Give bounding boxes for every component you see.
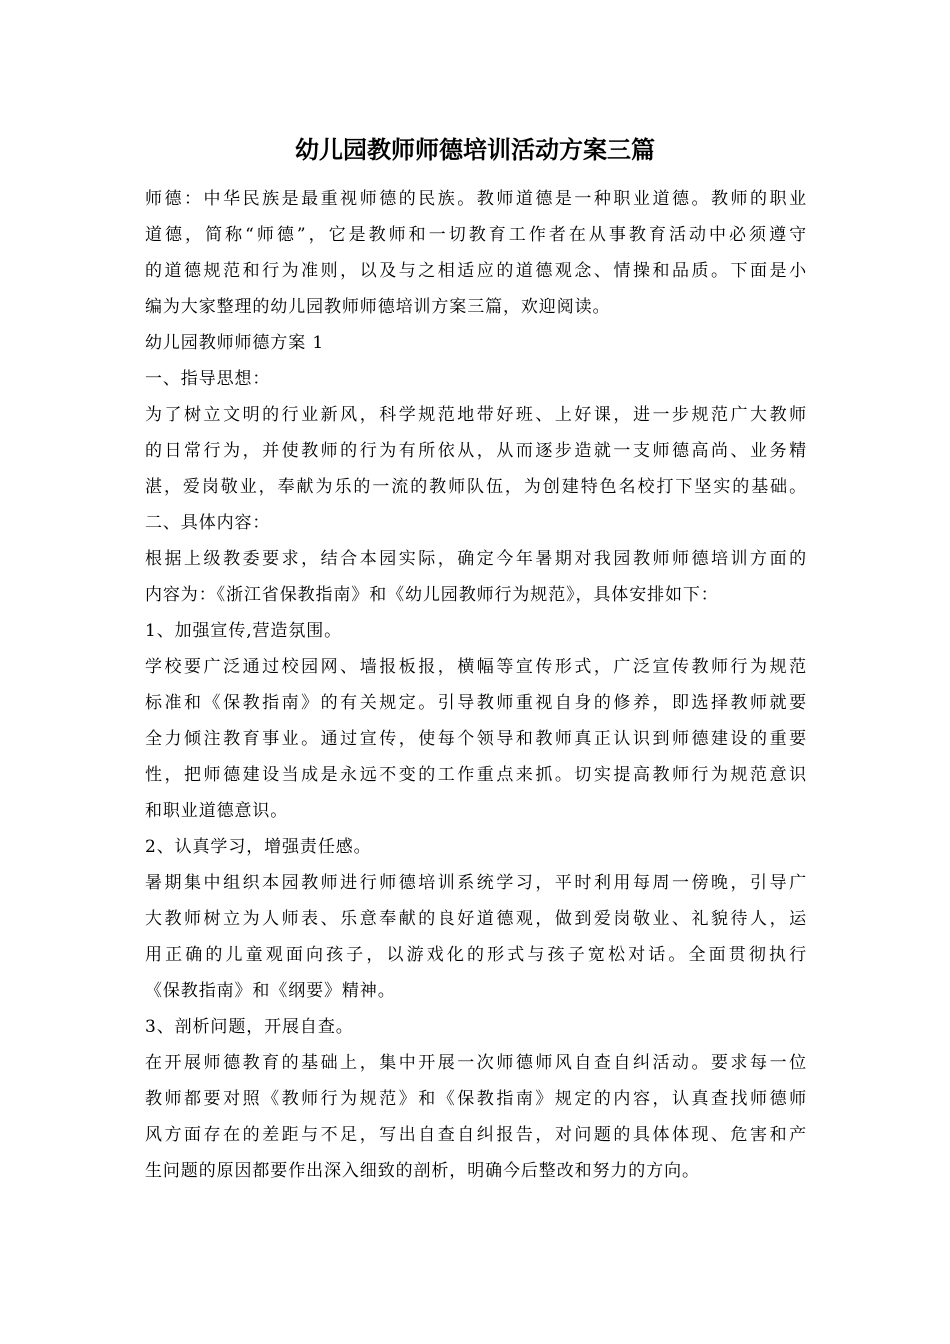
paragraph-line: 生问题的原因都要作出深入细致的剖析，明确今后整改和努力的方向。 bbox=[145, 1161, 700, 1181]
paragraph-line: 性，把师德建设当成是永远不变的工作重点来抓。切实提高教师行为规范意识 bbox=[145, 765, 807, 785]
paragraph-line: 教师都要对照《教师行为规范》和《保教指南》规定的内容，认真查找师德师 bbox=[145, 1089, 807, 1109]
paragraph-line: 师德：中华民族是最重视师德的民族。教师道德是一种职业道德。教师的职业 bbox=[145, 189, 807, 209]
paragraph-line: 用正确的儿童观面向孩子，以游戏化的形式与孩子宽松对话。全面贯彻执行 bbox=[145, 945, 807, 965]
paragraph-line: 内容为：《浙江省保教指南》和《幼儿园教师行为规范》，具体安排如下： bbox=[145, 585, 719, 605]
paragraph-line: 一、指导思想： bbox=[145, 369, 271, 389]
document-title: 幼儿园教师师德培训活动方案三篇 bbox=[295, 135, 655, 164]
paragraph-line: 和职业道德意识。 bbox=[145, 801, 289, 821]
paragraph-line: 1、加强宣传,营造氛围。 bbox=[145, 621, 343, 641]
paragraph-line: 的日常行为，并使教师的行为有所依从，从而逐步造就一支师德高尚、业务精 bbox=[145, 441, 807, 461]
paragraph-line: 暑期集中组织本园教师进行师德培训系统学习，平时利用每周一傍晚，引导广 bbox=[145, 873, 807, 893]
paragraph-line: 为了树立文明的行业新风，科学规范地带好班、上好课，进一步规范广大教师 bbox=[145, 405, 807, 425]
paragraph-line: 根据上级教委要求，结合本园实际，确定今年暑期对我园教师师德培训方面的 bbox=[145, 549, 807, 569]
paragraph-line: 标准和《保教指南》的有关规定。引导教师重视自身的修养，即选择教师就要 bbox=[145, 693, 807, 713]
paragraph-line: 幼儿园教师师德方案 1 bbox=[145, 333, 325, 353]
paragraph-line: 湛，爱岗敬业，奉献为乐的一流的教师队伍，为创建特色名校打下坚实的基础。 bbox=[145, 477, 807, 497]
paragraph-line: 风方面存在的差距与不足，写出自查自纠报告，对问题的具体体现、危害和产 bbox=[145, 1125, 807, 1145]
paragraph-line: 编为大家整理的幼儿园教师师德培训方案三篇，欢迎阅读。 bbox=[145, 297, 611, 317]
paragraph-line: 学校要广泛通过校园网、墙报板报，横幅等宣传形式，广泛宣传教师行为规范 bbox=[145, 657, 807, 677]
paragraph-line: 在开展师德教育的基础上，集中开展一次师德师风自查自纠活动。要求每一位 bbox=[145, 1053, 807, 1073]
paragraph-line: 大教师树立为人师表、乐意奉献的良好道德观，做到爱岗敬业、礼貌待人，运 bbox=[145, 909, 807, 929]
document-body bbox=[145, 181, 807, 1189]
paragraph-line: 道德，简称“师德”，它是教师和一切教育工作者在从事教育活动中必须遵守 bbox=[145, 225, 807, 245]
paragraph-line: 2、认真学习，增强责任感。 bbox=[145, 837, 372, 857]
paragraph-line: 全力倾注教育事业。通过宣传，使每个领导和教师真正认识到师德建设的重要 bbox=[145, 729, 807, 749]
paragraph-line: 3、剖析问题，开展自查。 bbox=[145, 1017, 354, 1037]
paragraph-line: 《保教指南》和《纲要》精神。 bbox=[145, 981, 396, 1001]
paragraph-line: 二、具体内容： bbox=[145, 513, 271, 533]
paragraph-line: 的道德规范和行为准则，以及与之相适应的道德观念、情操和品质。下面是小 bbox=[145, 261, 807, 281]
